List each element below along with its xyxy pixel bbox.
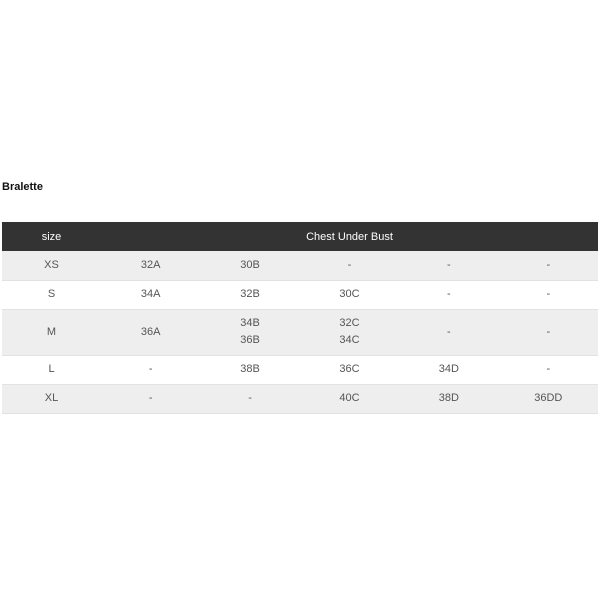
measurement-value: 30C bbox=[339, 288, 360, 300]
measurement-cell bbox=[499, 355, 598, 384]
size-column-header: size bbox=[41, 230, 62, 243]
measurement-value: 32A bbox=[140, 258, 161, 271]
measurement-value: 34D bbox=[438, 363, 459, 375]
measurement-value: 36C bbox=[339, 363, 360, 375]
measurement-value: 38D bbox=[438, 392, 459, 404]
measurement-value: 34A bbox=[140, 288, 161, 300]
measurement-cell bbox=[200, 355, 299, 384]
size-chart-table bbox=[2, 222, 598, 414]
table-header-row bbox=[2, 222, 598, 251]
measurement-cell bbox=[101, 309, 200, 355]
measurement-value: - bbox=[546, 288, 551, 300]
measurement-cell bbox=[300, 251, 399, 280]
size-cell: M bbox=[2, 309, 101, 355]
measurement-value: - bbox=[447, 258, 451, 271]
size-cell: XS bbox=[2, 251, 101, 280]
measurement-cell bbox=[101, 280, 200, 309]
measurement-cell bbox=[399, 280, 498, 309]
table-row bbox=[2, 280, 598, 309]
measurement-value: 34B bbox=[240, 317, 260, 329]
measurement-cell bbox=[300, 280, 399, 309]
measurement-cell bbox=[499, 251, 598, 280]
measurement-value: - bbox=[248, 392, 252, 404]
table-row bbox=[2, 309, 598, 355]
measurement-value: - bbox=[148, 392, 153, 404]
measurement-value: - bbox=[148, 363, 153, 375]
measurement-value: - bbox=[546, 325, 551, 338]
size-cell: XL bbox=[2, 384, 101, 413]
measurement-value: 32C bbox=[339, 317, 360, 329]
measurement-value: 34C bbox=[339, 334, 360, 346]
measurement-cell bbox=[200, 384, 299, 413]
measurement-cell bbox=[499, 280, 598, 309]
measurement-cell bbox=[300, 384, 399, 413]
size-cell: S bbox=[2, 280, 101, 309]
measurement-value: 38B bbox=[240, 363, 260, 375]
measurement-value: 30B bbox=[240, 258, 260, 271]
measurement-cell bbox=[200, 280, 299, 309]
measurement-cell bbox=[300, 309, 399, 355]
table-row bbox=[2, 251, 598, 280]
chest-under-bust-header: Chest Under Bust bbox=[306, 230, 393, 243]
measurement-value: - bbox=[447, 325, 451, 338]
measurement-cell bbox=[101, 251, 200, 280]
table-body bbox=[2, 251, 598, 413]
table-row bbox=[2, 384, 598, 413]
section-title: Bralette bbox=[2, 181, 43, 193]
measurement-cell bbox=[101, 384, 200, 413]
measurement-value: 32B bbox=[240, 288, 260, 300]
measurement-cell bbox=[499, 384, 598, 413]
measurement-value: - bbox=[347, 258, 352, 271]
measurement-value: 36DD bbox=[534, 392, 563, 404]
measurement-cell bbox=[200, 309, 299, 355]
measurement-cell bbox=[499, 309, 598, 355]
size-cell: L bbox=[2, 355, 101, 384]
measurement-value: - bbox=[447, 288, 451, 300]
table-row bbox=[2, 355, 598, 384]
measurement-value: 40C bbox=[339, 392, 360, 404]
measurement-cell bbox=[399, 251, 498, 280]
measurement-cell bbox=[300, 355, 399, 384]
measurement-cell bbox=[200, 251, 299, 280]
measurement-value: - bbox=[546, 258, 551, 271]
measurement-value: 36B bbox=[240, 334, 260, 346]
measurement-cell bbox=[399, 355, 498, 384]
measurement-value: - bbox=[546, 363, 551, 375]
measurement-cell bbox=[399, 384, 498, 413]
measurement-cell bbox=[101, 355, 200, 384]
measurement-value: 36A bbox=[140, 325, 161, 338]
measurement-cell bbox=[399, 309, 498, 355]
